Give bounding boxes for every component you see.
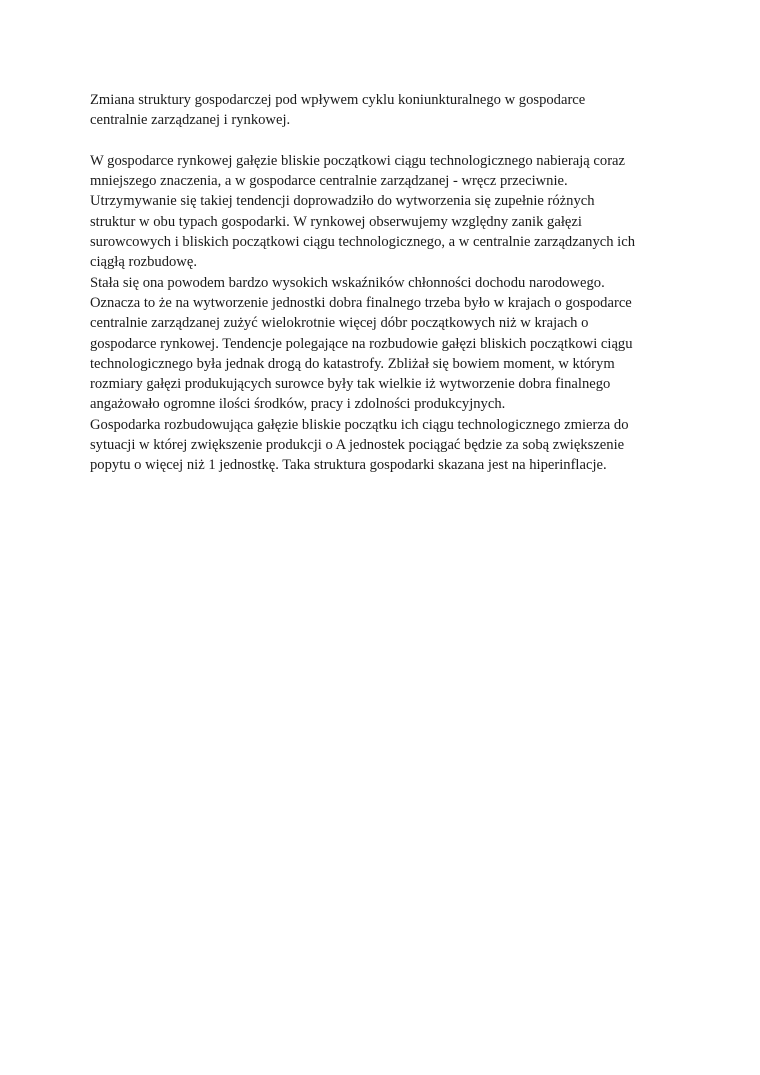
paragraph-1: W gospodarce rynkowej gałęzie bliskie początkowi ciągu technologicznego nabierają coraz mniejszego znaczenia, a w gospodarce centralnie zarządzanej - wręcz przeciwnie. Utrzymywanie się takiej tendencji doprowadziło do wytworzenia się zupełnie różnych struktur w obu typach gospodarki. W rynkowej obserwujemy względny zanik gałęzi surowcowych i bliskich początkowi ciągu technologicznego, a w centralnie zarządzanych ich ciągłą rozbudowę. [90,152,636,271]
paragraph-gap [90,131,680,151]
document-body [90,90,680,476]
paragraph-2: Stała się ona powodem bardzo wysokich wskaźników chłonności dochodu narodowego. Oznacza to że na wytworzenie jednostki dobra finalnego trzeba było w krajach o gospodarce centralnie zarządzanej zużyć wielokrotnie więcej dóbr początkowych niż w krajach o gospodarce rynkowej. Tendencje polegające na rozbudowie gałęzi bliskich początkowi ciągu technologicznego była jednak drogą do katastrofy. Zbliżał się bowiem moment, w którym rozmiary gałęzi produkujących surowce były tak wielkie iż wytworzenie dobra finalnego angażowało ogromne ilości środków, pracy i zdolności produkcyjnych. [90,274,633,413]
paragraph-3: Gospodarka rozbudowująca gałęzie bliskie początku ich ciągu technologicznego zmierza do sytuacji w której zwiększenie produkcji o A jednostek pociągać będzie za sobą zwiększenie popytu o więcej niż 1 jednostkę. Taka struktura gospodarki skazana jest na hiperinflacje. [90,416,629,474]
document-title: Zmiana struktury gospodarczej pod wpływem cyklu koniunkturalnego w gospodarce centralnie zarządzanej i rynkowej. [90,92,586,129]
